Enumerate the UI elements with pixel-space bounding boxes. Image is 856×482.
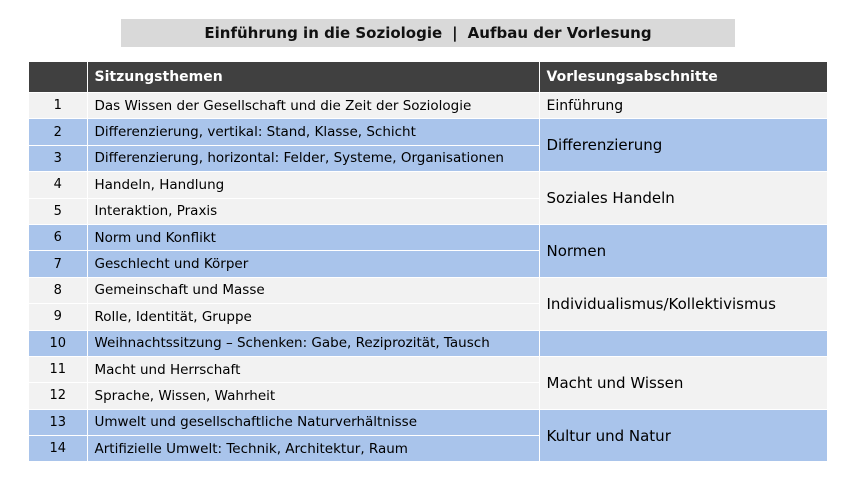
table-row: [29, 277, 827, 303]
session-topic: Interaktion, Praxis: [87, 198, 539, 224]
table-row: [29, 409, 827, 435]
table-header-row: [29, 62, 827, 93]
session-number: 7: [29, 251, 87, 277]
session-topic: Macht und Herrschaft: [87, 356, 539, 382]
title-separator: |: [452, 24, 458, 42]
table-row: [29, 119, 827, 145]
section-cell: Macht und Wissen: [539, 356, 827, 409]
session-topic: Geschlecht und Körper: [87, 251, 539, 277]
section-cell: Differenzierung: [539, 119, 827, 172]
session-number: 14: [29, 436, 87, 462]
session-topic: Weihnachtssitzung – Schenken: Gabe, Reziprozität, Tausch: [87, 330, 539, 356]
section-cell: Einführung: [539, 93, 827, 119]
session-number: 13: [29, 409, 87, 435]
slide-subtitle: Aufbau der Vorlesung: [467, 24, 652, 42]
table-row: [29, 224, 827, 250]
session-number: 4: [29, 172, 87, 198]
session-topic: Differenzierung, horizontal: Felder, Systeme, Organisationen: [87, 145, 539, 171]
session-number: 10: [29, 330, 87, 356]
session-number: 12: [29, 383, 87, 409]
section-cell: Individualismus/Kollektivismus: [539, 277, 827, 330]
header-sections: Vorlesungsabschnitte: [539, 62, 827, 93]
session-number: 5: [29, 198, 87, 224]
session-topic: Handeln, Handlung: [87, 172, 539, 198]
table-row: [29, 356, 827, 382]
session-number: 1: [29, 93, 87, 119]
header-topics: Sitzungsthemen: [87, 62, 539, 93]
session-topic: Das Wissen der Gesellschaft und die Zeit der Soziologie: [87, 93, 539, 119]
section-cell: Soziales Handeln: [539, 172, 827, 225]
session-number: 11: [29, 356, 87, 382]
session-topic: Umwelt und gesellschaftliche Naturverhältnisse: [87, 409, 539, 435]
lecture-schedule-table: [29, 62, 827, 461]
course-title: Einführung in die Soziologie: [204, 24, 443, 42]
table-row: [29, 93, 827, 119]
session-topic: Rolle, Identität, Gruppe: [87, 304, 539, 330]
session-number: 8: [29, 277, 87, 303]
session-number: 2: [29, 119, 87, 145]
section-cell: [539, 330, 827, 356]
table-row: [29, 172, 827, 198]
session-topic: Artifizielle Umwelt: Technik, Architektur, Raum: [87, 436, 539, 462]
section-cell: Normen: [539, 224, 827, 277]
session-topic: Differenzierung, vertikal: Stand, Klasse, Schicht: [87, 119, 539, 145]
slide-title: [121, 19, 735, 47]
session-topic: Gemeinschaft und Masse: [87, 277, 539, 303]
session-number: 6: [29, 224, 87, 250]
session-number: 9: [29, 304, 87, 330]
table-row: [29, 330, 827, 356]
section-cell: Kultur und Natur: [539, 409, 827, 461]
header-number: [29, 62, 87, 93]
session-number: 3: [29, 145, 87, 171]
session-topic: Sprache, Wissen, Wahrheit: [87, 383, 539, 409]
session-topic: Norm und Konflikt: [87, 224, 539, 250]
